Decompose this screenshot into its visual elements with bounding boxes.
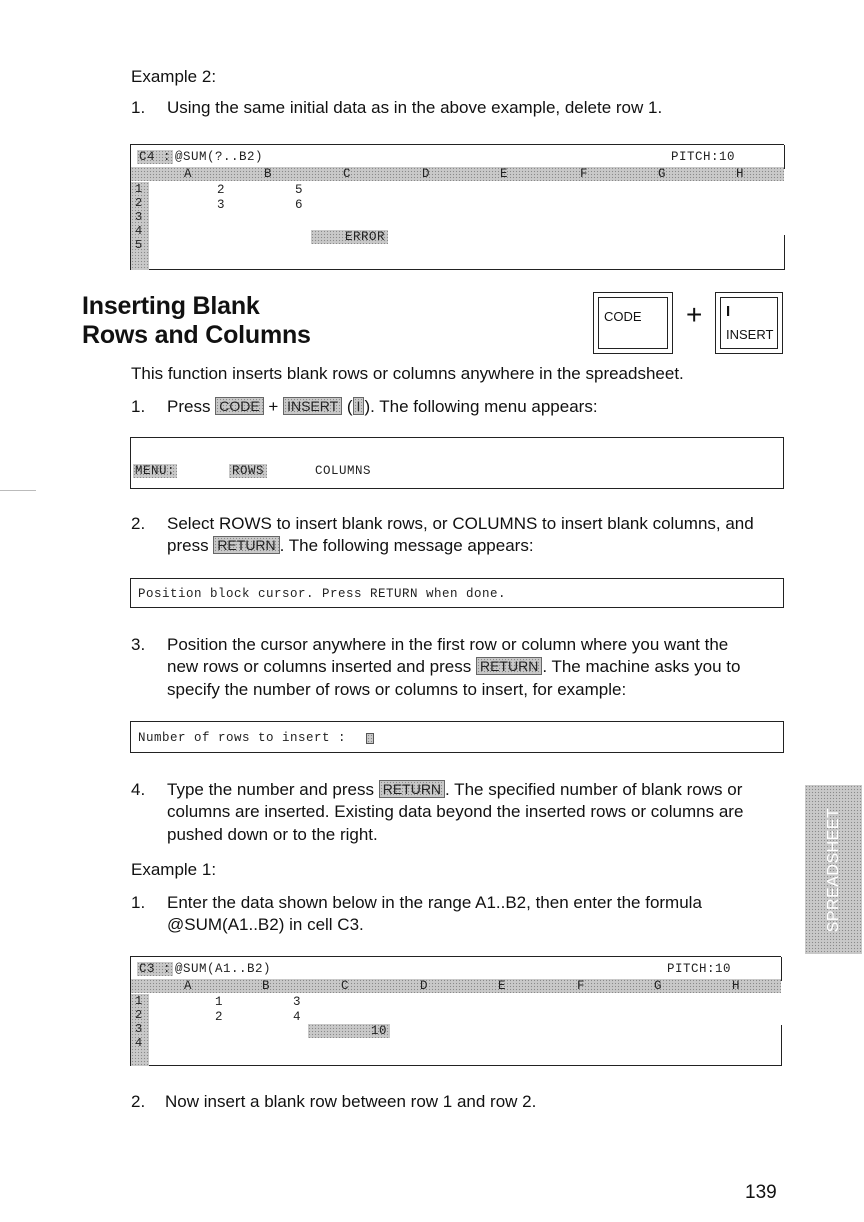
row-number: 1 bbox=[135, 182, 143, 196]
col-d-header: D bbox=[420, 979, 429, 993]
plus-sign: + bbox=[686, 299, 703, 330]
col-b-header: B bbox=[264, 167, 273, 181]
message-box-position-cursor bbox=[130, 578, 784, 608]
code-key-icon bbox=[593, 292, 673, 354]
step-text: Using the same initial data as in the above example, delete row 1. bbox=[167, 98, 663, 117]
col-h-header: H bbox=[736, 167, 745, 181]
cell-b1: 3 bbox=[293, 995, 302, 1009]
return-keycap: RETURN bbox=[213, 536, 279, 554]
menu-option-columns[interactable]: COLUMNS bbox=[315, 464, 372, 478]
step-3-line-2: new rows or columns inserted and press RETURN . The machine asks you to bbox=[167, 657, 741, 676]
row-number: 2 bbox=[135, 1008, 143, 1022]
section-title-line-2: Rows and Columns bbox=[82, 321, 311, 349]
insert-key-label: INSERT bbox=[726, 327, 774, 342]
menu-label: MENU: bbox=[135, 464, 176, 478]
final-step-text: Now insert a blank row between row 1 and row 2. bbox=[165, 1092, 537, 1111]
message-box-rows-to-insert bbox=[130, 721, 784, 753]
message-text: Position block cursor. Press RETURN when done. bbox=[138, 587, 507, 601]
row-number-column bbox=[131, 994, 149, 1066]
error-cell: ERROR bbox=[311, 230, 388, 244]
row-number: 4 bbox=[135, 1036, 143, 1050]
return-keycap: RETURN bbox=[476, 657, 542, 675]
formula-text: @SUM(?..B2) bbox=[175, 150, 264, 164]
section-intro: This function inserts blank rows or columns anywhere in the spreadsheet. bbox=[131, 364, 684, 383]
section-title bbox=[82, 292, 311, 350]
step-3-line-1: Position the cursor anywhere in the first row or column where you want the bbox=[167, 635, 729, 654]
example-1-heading: Example 1: bbox=[131, 860, 217, 879]
col-h-header: H bbox=[732, 979, 741, 993]
col-a-header: A bbox=[184, 167, 193, 181]
insert-keycap: INSERT bbox=[283, 397, 342, 415]
row-number: 4 bbox=[135, 224, 143, 238]
i-keycap: I bbox=[353, 397, 365, 415]
step-2-line-1: Select ROWS to insert blank rows, or COLUMNS to insert blank columns, and bbox=[167, 514, 754, 533]
col-b-header: B bbox=[262, 979, 271, 993]
column-header-row bbox=[131, 167, 784, 181]
col-c-header: C bbox=[341, 979, 350, 993]
step-number: 3. bbox=[131, 635, 146, 654]
row-number-column bbox=[131, 182, 149, 270]
col-g-header: G bbox=[654, 979, 663, 993]
menu-screen bbox=[130, 437, 784, 489]
step-4-line-2: columns are inserted. Existing data beyond the inserted rows or columns are bbox=[167, 802, 744, 821]
col-g-header: G bbox=[658, 167, 667, 181]
step-2-line-2: press RETURN . The following message appears: bbox=[167, 536, 534, 555]
page-number: 139 bbox=[745, 1182, 777, 1203]
row-number: 3 bbox=[135, 1022, 143, 1036]
margin-tick bbox=[0, 490, 36, 491]
spreadsheet-screen-1 bbox=[130, 144, 784, 270]
formula-text: @SUM(A1..B2) bbox=[175, 962, 272, 976]
step-number: 1. bbox=[131, 98, 146, 117]
example-1-step-line-2: @SUM(A1..B2) in cell C3. bbox=[167, 915, 364, 934]
code-key-label: CODE bbox=[604, 309, 642, 324]
row-number: 5 bbox=[135, 238, 143, 252]
example-2-heading: Example 2: bbox=[131, 67, 217, 86]
col-e-header: E bbox=[498, 979, 507, 993]
step-4-line-1: Type the number and press RETURN . The specified number of blank rows or bbox=[167, 780, 743, 799]
step-number: 1. bbox=[131, 893, 146, 912]
return-keycap: RETURN bbox=[379, 780, 445, 798]
step-3-line-3: specify the number of rows or columns to insert, for example: bbox=[167, 680, 627, 699]
spreadsheet-screen-2 bbox=[130, 956, 781, 1066]
cell-a2: 2 bbox=[215, 1010, 224, 1024]
insert-key-icon bbox=[715, 292, 783, 354]
pitch-indicator: PITCH:10 bbox=[671, 150, 736, 164]
cell-b2: 6 bbox=[295, 198, 304, 212]
step-number: 1. bbox=[131, 397, 146, 416]
row-number: 1 bbox=[135, 994, 143, 1008]
cell-b2: 4 bbox=[293, 1010, 302, 1024]
step-1-text: Press CODE + INSERT ( I ). The following menu appears: bbox=[167, 397, 598, 416]
row-number: 3 bbox=[135, 210, 143, 224]
col-a-header: A bbox=[184, 979, 193, 993]
cell-reference: C3 : bbox=[139, 962, 172, 976]
cell-a2: 3 bbox=[217, 198, 226, 212]
i-key-label: I bbox=[726, 303, 731, 320]
col-d-header: D bbox=[422, 167, 431, 181]
step-4-line-3: pushed down or to the right. bbox=[167, 825, 378, 844]
cursor-block-icon bbox=[366, 733, 374, 744]
cell-reference: C4 : bbox=[139, 150, 172, 164]
pitch-indicator: PITCH:10 bbox=[667, 962, 732, 976]
col-c-header: C bbox=[343, 167, 352, 181]
column-header-row bbox=[131, 979, 781, 993]
step-number: 2. bbox=[131, 514, 146, 533]
col-e-header: E bbox=[500, 167, 509, 181]
row-number: 2 bbox=[135, 196, 143, 210]
col-f-header: F bbox=[580, 167, 589, 181]
cell-b1: 5 bbox=[295, 183, 304, 197]
cell-a1: 1 bbox=[215, 995, 224, 1009]
side-tab-label: SPREADSHEET bbox=[824, 807, 842, 932]
cell-a1: 2 bbox=[217, 183, 226, 197]
code-keycap: CODE bbox=[215, 397, 263, 415]
example-1-step-line-1: Enter the data shown below in the range A1..B2, then enter the formula bbox=[167, 893, 702, 912]
section-side-tab bbox=[805, 785, 862, 954]
step-number: 4. bbox=[131, 780, 146, 799]
col-f-header: F bbox=[577, 979, 586, 993]
step-number: 2. bbox=[131, 1092, 146, 1111]
message-text: Number of rows to insert : bbox=[138, 731, 347, 745]
section-title-line-1: Inserting Blank bbox=[82, 292, 260, 320]
cell-c3: 10 bbox=[308, 1024, 390, 1038]
menu-option-rows[interactable]: ROWS bbox=[229, 464, 267, 478]
